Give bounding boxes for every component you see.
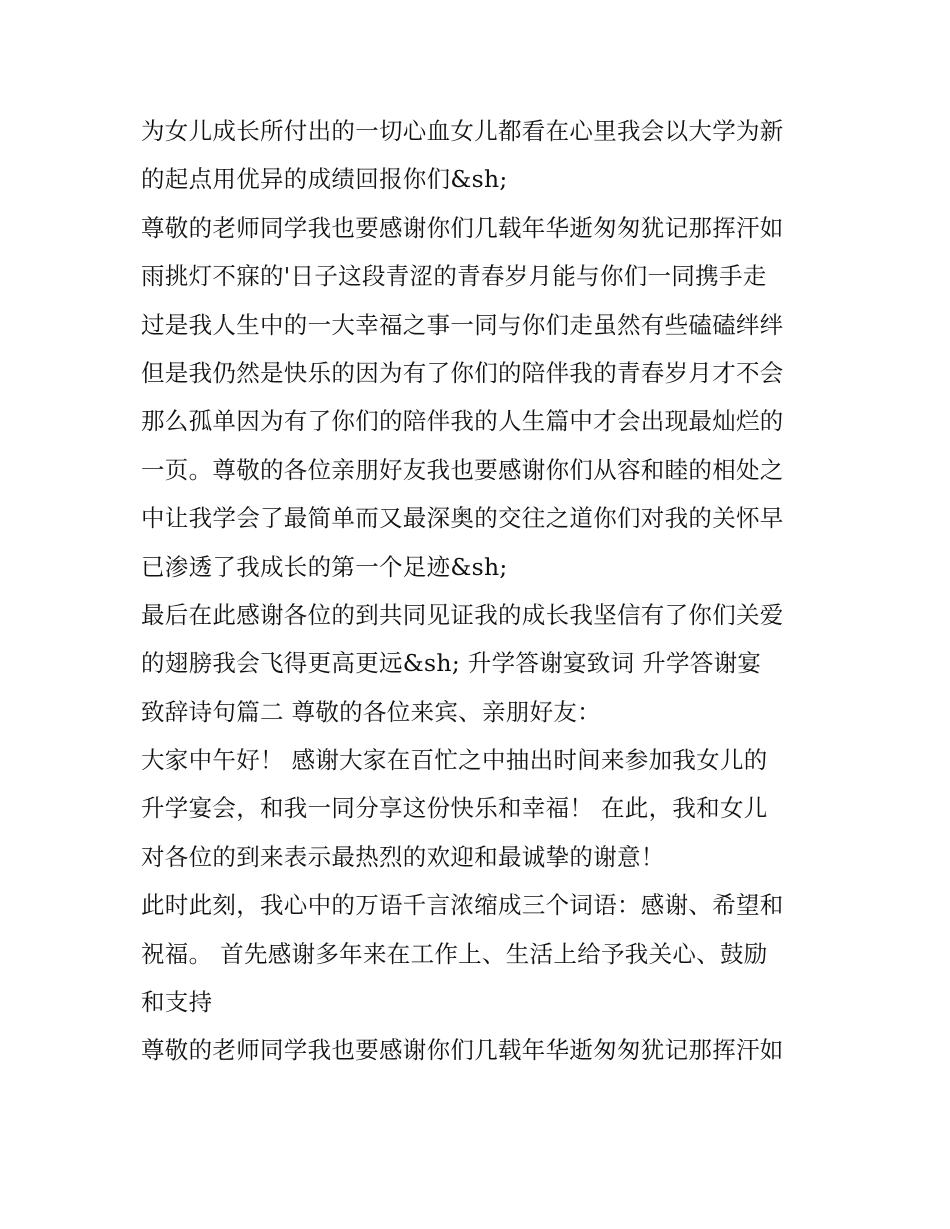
text-line: 最后在此感谢各位的到共同见证我的成长我坚信有了你们关爱	[141, 600, 784, 629]
text-line: 过是我人生中的一大幸福之事一同与你们走虽然有些磕磕绊绊	[141, 310, 784, 339]
text-line: 雨挑灯不寐的'日子这段青涩的青春岁月能与你们一同携手走	[141, 262, 767, 291]
text-line: 中让我学会了最简单而又最深奥的交往之道你们对我的关怀早	[141, 504, 784, 533]
text-line: 对各位的到来表示最热烈的欢迎和最诚挚的谢意！	[141, 842, 665, 871]
text-line: 升学宴会，和我一同分享这份快乐和幸福！ 在此，我和女儿	[141, 794, 768, 823]
text-line: 致辞诗句篇二 尊敬的各位来宾、亲朋好友：	[141, 697, 601, 726]
text-line: 为女儿成长所付出的一切心血女儿都看在心里我会以大学为新	[141, 117, 784, 145]
text-line: 尊敬的老师同学我也要感谢你们几载年华逝匆匆犹记那挥汗如	[141, 213, 784, 242]
text-line: 的翅膀我会飞得更高更远&sh; 升学答谢宴致词 升学答谢宴	[141, 649, 762, 678]
text-line: 此时此刻，我心中的万语千言浓缩成三个词语：感谢、希望和	[141, 891, 784, 920]
text-line: 那么孤单因为有了你们的陪伴我的人生篇中才会出现最灿烂的	[141, 407, 784, 436]
text-line: 一页。尊敬的各位亲朋好友我也要感谢你们从容和睦的相处之	[141, 455, 784, 484]
document-body	[141, 107, 821, 1075]
text-line: 的起点用优异的成绩回报你们&sh;	[141, 165, 508, 194]
text-line: 和支持	[141, 988, 213, 1017]
text-line: 尊敬的老师同学我也要感谢你们几载年华逝匆匆犹记那挥汗如	[141, 1036, 784, 1065]
text-line: 已渗透了我成长的第一个足迹&sh;	[141, 552, 508, 581]
text-line: 但是我仍然是快乐的因为有了你们的陪伴我的青春岁月才不会	[141, 358, 784, 387]
text-line: 祝福。 首先感谢多年来在工作上、生活上给予我关心、鼓励	[141, 939, 768, 968]
text-line: 大家中午好！ 感谢大家在百忙之中抽出时间来参加我女儿的	[141, 746, 768, 775]
